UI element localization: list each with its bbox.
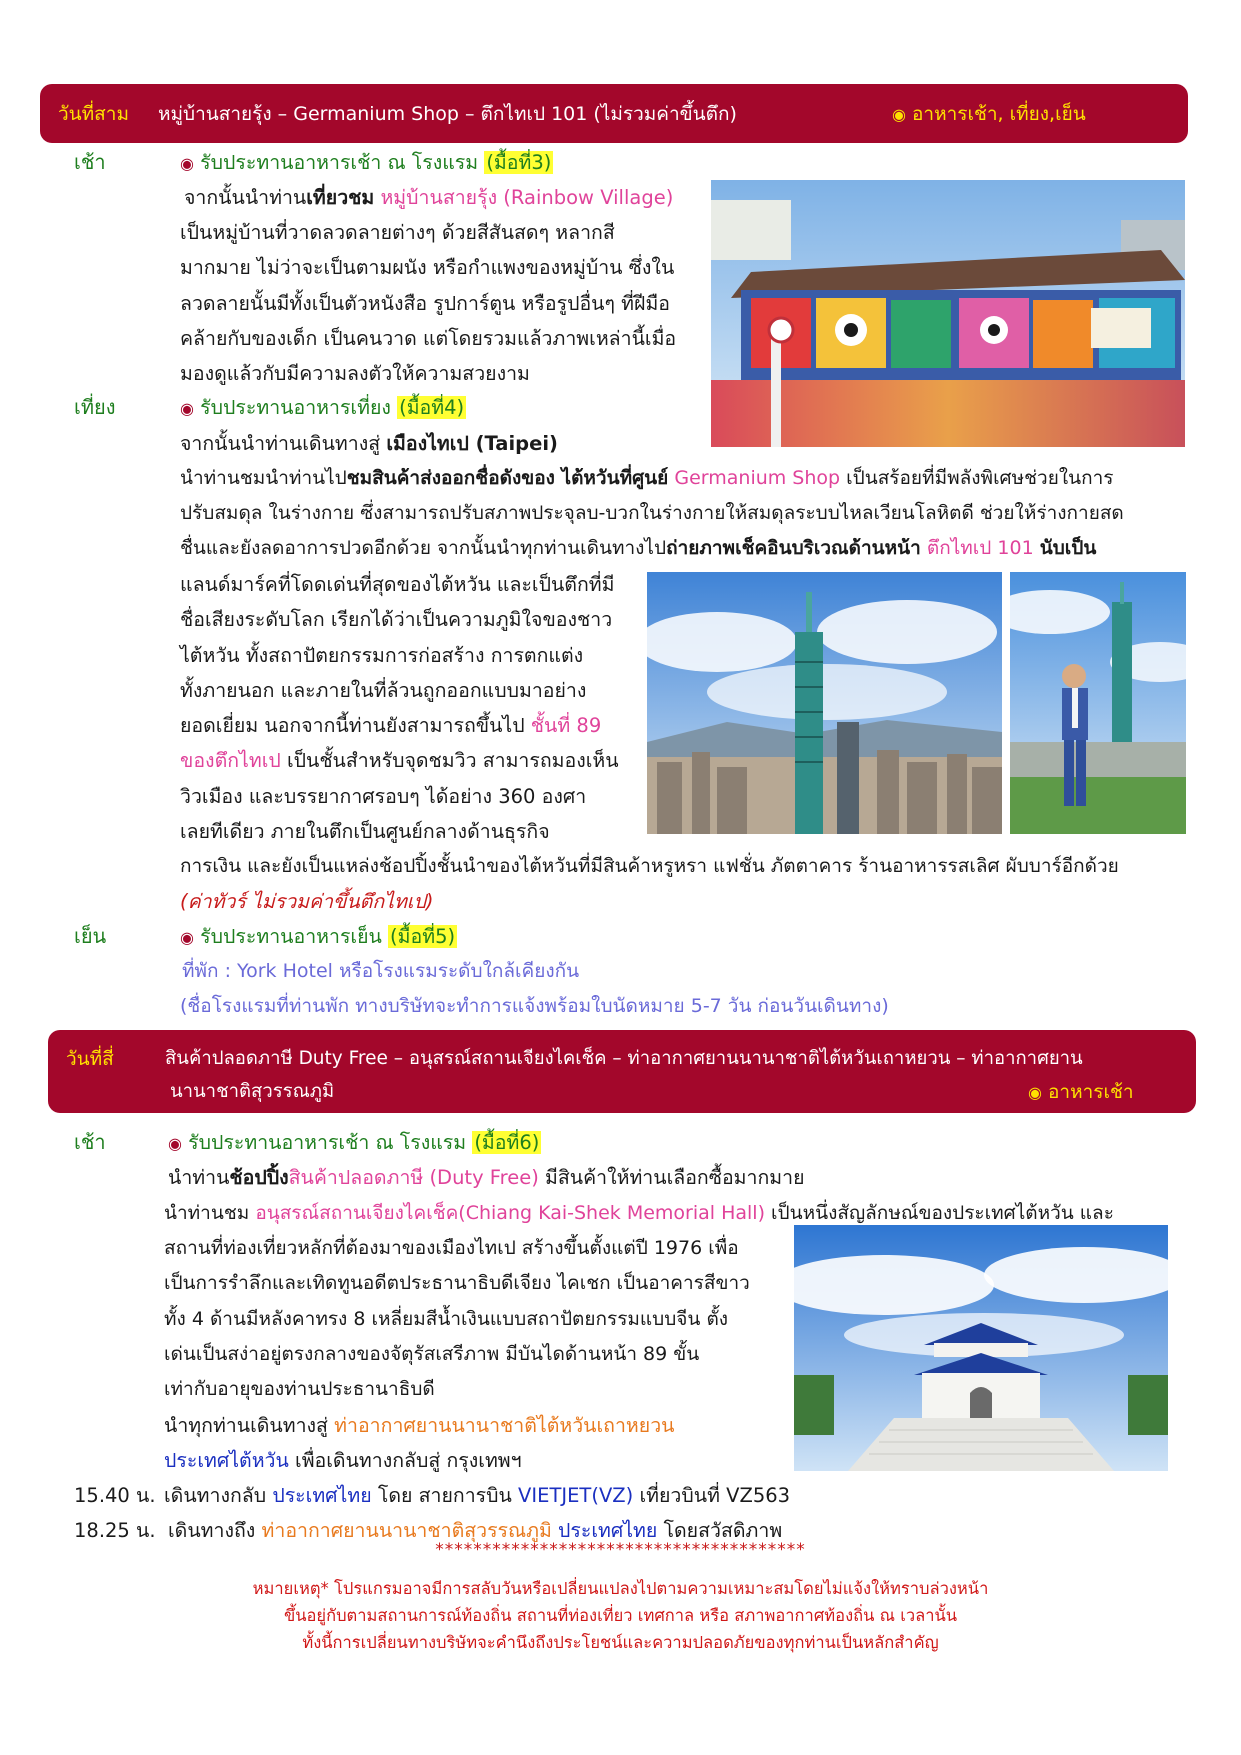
para-line: เป็นการรำลึกและเทิดทูนอดีตประธานาธิบดีเจียง ไคเชก เป็นอาคารสีขาว <box>164 1272 750 1295</box>
text-fragment: เพื่อเดินทางกลับสู่ กรุงเทพฯ <box>295 1449 522 1472</box>
text-fragment: จากนั้นนำท่าน <box>184 186 307 209</box>
para-line: ชื่อเสียงระดับโลก เรียกได้ว่าเป็นความภูมิใจของชาว <box>180 608 613 632</box>
taipei101-skyline-photo <box>647 572 1002 834</box>
taiwan-name: ประเทศไต้หวัน <box>164 1449 289 1472</box>
text-fragment: นำท่านชม <box>164 1202 250 1224</box>
day3-travel-taipei <box>180 426 558 461</box>
text-fragment: เดินทางกลับ <box>164 1484 267 1507</box>
fork-knife-icon: ◉ <box>180 154 194 173</box>
para-line: มองดูแล้วกับมีความลงตัวให้ความสวยงาม <box>180 362 530 386</box>
fork-knife-icon: ◉ <box>892 105 906 124</box>
flight-arrive-time: 18.25 น. <box>74 1519 156 1542</box>
duty-free-name: สินค้าปลอดภาษี (Duty Free) <box>288 1166 539 1189</box>
para-line: คล้ายกับของเด็ก เป็นคนวาด แต่โดยรวมแล้วภาพเหล่านี้เมื่อ <box>180 326 677 350</box>
day3-lunch-no: (มื้อที่4) <box>399 396 465 419</box>
text-fragment: นำท่านชมนำท่านไป <box>180 467 347 489</box>
para-line: วิวเมือง และบรรยากาศรอบๆ ได้อย่าง 360 องศา <box>180 784 587 808</box>
day3-germanium-line3 <box>180 531 1096 566</box>
fork-knife-icon: ◉ <box>180 399 194 418</box>
remark-line-2: ขึ้นอยู่กับตามสถานการณ์ท้องถิ่น สถานที่ท่องเที่ยว เทศกาล หรือ สภาพอากาศท้องถิ่น ณ เวลานั้น <box>283 1606 958 1625</box>
text-fragment: นำท่าน <box>168 1166 230 1189</box>
fork-knife-icon: ◉ <box>1028 1083 1042 1102</box>
day3-dinner-no: (มื้อที่5) <box>390 925 456 948</box>
text-fragment: เป็นสร้อยที่มีพลังพิเศษช่วยในการ <box>846 467 1114 489</box>
day3-morning-slot: เช้า <box>74 150 106 174</box>
para-line: ทั้ง 4 ด้านมีหลังคาทรง 8 เหลี่ยมสีน้ำเงินแบบสถาปัตยกรรมแบบจีน ตั้ง <box>164 1307 729 1330</box>
fork-knife-icon: ◉ <box>168 1134 182 1153</box>
day3-day-label: วันที่สาม <box>58 103 129 125</box>
airline-name: VIETJET(VZ) <box>518 1484 634 1507</box>
text-fragment: นำทุกท่านเดินทางสู่ <box>164 1414 328 1437</box>
text-fragment: ชมสินค้าส่งออกชื่อดังของ ไต้หวันที่ศูนย์ <box>346 467 669 489</box>
rainbow-village-photo <box>711 180 1185 447</box>
day4-title-2: นานาชาติสุวรรณภูมิ <box>170 1081 335 1102</box>
thailand-name: ประเทศไทย <box>558 1519 658 1542</box>
day3-breakfast-no: (มื้อที่3) <box>486 151 552 174</box>
flight-number: เที่ยวบินที่ VZ563 <box>639 1484 791 1507</box>
day4-airport-line <box>164 1408 674 1443</box>
day4-dutyfree-line <box>168 1160 805 1195</box>
para-line: มากมาย ไม่ว่าจะเป็นตามผนัง หรือกำแพงของหมู่บ้าน ซึ่งใน <box>180 256 675 280</box>
day3-taipei101-para <box>180 567 635 849</box>
day3-hotel: ที่พัก : York Hotel หรือโรงแรมระดับใกล้เคียงกัน <box>182 960 580 982</box>
remark-line-3: ทั้งนี้การเปลี่ยนทางบริษัทจะคำนึงถึงประโยชน์และความปลอดภัยของทุกท่านเป็นหลักสำคัญ <box>302 1633 939 1652</box>
para-line: ทั้งภายนอก และภายในที่ล้วนถูกออกแบบมาอย่าง <box>180 678 587 702</box>
fork-knife-icon: ◉ <box>180 928 194 947</box>
day3-noon-slot: เที่ยง <box>74 395 116 419</box>
text-fragment: ยอดเยี่ยม นอกจากนี้ท่านยังสามารถขึ้นไป <box>180 714 525 738</box>
para-line: เด่นเป็นสง่าอยู่ตรงกลางของจัตุรัสเสรีภาพ มีบันไดด้านหน้า 89 ขั้น <box>164 1342 700 1365</box>
para-line: เลยทีเดียว ภายในตึกเป็นศูนย์กลางด้านธุรกิจ <box>180 820 550 844</box>
chiang-kai-shek-memorial-photo <box>794 1225 1168 1471</box>
day3-dinner-text: รับประทานอาหารเย็น <box>200 925 382 948</box>
day3-title: หมู่บ้านสายรุ้ง – Germanium Shop – ตึกไทเป 101 (ไม่รวมค่าขึ้นตึก) <box>158 103 737 125</box>
text-fragment: โดย สายการบิน <box>377 1484 512 1507</box>
day3-breakfast-text: รับประทานอาหารเช้า ณ โรงแรม <box>200 151 479 174</box>
para-line: เท่ากับอายุของท่านประธานาธิบดี <box>164 1378 435 1401</box>
day4-day-label: วันที่สี่ <box>66 1048 114 1070</box>
separator-stars: *************************************** <box>435 1540 806 1560</box>
text-fragment: นับเป็น <box>1039 537 1097 559</box>
para-line: ลวดลายนั้นมีทั้งเป็นตัวหนังสือ รูปการ์ตูน หรือรูปอื่นๆ ที่ฝีมือ <box>180 291 671 315</box>
taipei101-name: ตึกไทเป 101 <box>926 537 1034 559</box>
day3-rainbow-intro <box>184 180 673 215</box>
taipei101-floor: ของตึกไทเป <box>180 749 281 773</box>
remark-line-1: หมายเหตุ* โปรแกรมอาจมีการสลับวันหรือเปลี่ยนแปลงไปตามความเหมาะสมโดยไม่แจ้งให้ทราบล่วงหน้า <box>252 1579 989 1598</box>
text-fragment: เป็นหนึ่งสัญลักษณ์ของประเทศไต้หวัน และ <box>771 1202 1114 1224</box>
flight-depart-line <box>164 1478 790 1513</box>
text-fragment: จากนั้นนำท่านเดินทางสู่ <box>180 432 381 455</box>
para-line <box>180 708 635 743</box>
floor-89: ชั้นที่ 89 <box>530 714 602 738</box>
day3-evening-slot: เย็น <box>74 924 107 948</box>
day4-breakfast-no: (มื้อที่6) <box>474 1131 540 1154</box>
day4-morning-slot: เช้า <box>74 1130 106 1154</box>
text-fragment: ช้อปปิ้ง <box>229 1166 289 1189</box>
day3-lunch-line <box>180 390 466 426</box>
day3-germanium-line1 <box>180 461 1113 496</box>
day3-rainbow-para <box>180 215 700 391</box>
taipei-name: เมืองไทเป (Taipei) <box>386 432 558 455</box>
day3-taipei101-line9: การเงิน และยังเป็นแหล่งช้อปปิ้งชั้นนำของไต้หวันที่มีสินค้าหรูหรา แฟชั่น ภัตตาคาร ร้านอาหารรสเลิศ ผับบาร์อีกด้วย <box>180 855 1119 877</box>
text-fragment: มีสินค้าให้ท่านเลือกซื้อมากมาย <box>545 1166 805 1189</box>
text-fragment: ถ่ายภาพเช็คอินบริเวณด้านหน้า <box>666 537 921 559</box>
day4-meals-text: อาหารเช้า <box>1048 1081 1134 1103</box>
day4-breakfast-line <box>168 1125 541 1161</box>
text-fragment: ชื่นและยังลดอาการปวดอีกด้วย จากนั้นนำทุกท่านเดินทางไป <box>180 537 667 559</box>
day3-breakfast-line <box>180 145 553 181</box>
para-line: ไต้หวัน ทั้งสถาปัตยกรรมการก่อสร้าง การตกแต่ง <box>180 643 584 667</box>
day3-dinner-line <box>180 919 457 955</box>
para-line: สถานที่ท่องเที่ยวหลักที่ต้องมาของเมืองไทเป สร้างขึ้นตั้งแต่ปี 1976 เพื่อ <box>164 1237 739 1259</box>
day3-hotel-note: (ชื่อโรงแรมที่ท่านพัก ทางบริษัทจะทำการแจ้งพร้อมใบนัดหมาย 5-7 วัน ก่อนวันเดินทาง) <box>180 995 889 1017</box>
day3-banner <box>40 84 1188 143</box>
day3-fee-note: (ค่าทัวร์ ไม่รวมค่าขึ้นตึกไทเป) <box>180 890 434 913</box>
day3-meals-text: อาหารเช้า, เที่ยง,เย็น <box>912 103 1086 125</box>
day4-memorial-para <box>164 1231 794 1407</box>
day4-breakfast-text: รับประทานอาหารเช้า ณ โรงแรม <box>188 1131 467 1154</box>
para-line <box>180 743 635 778</box>
text-fragment: เป็นชั้นสำหรับจุดชมวิว สามารถมองเห็น <box>286 749 619 773</box>
day3-lunch-text: รับประทานอาหารเที่ยง <box>200 396 391 419</box>
para-line: เป็นหมู่บ้านที่วาดลวดลายต่างๆ ด้วยสีสันสดๆ หลากสี <box>180 221 615 244</box>
thailand-name: ประเทศไทย <box>272 1484 372 1507</box>
day4-banner <box>48 1030 1196 1113</box>
suvarnabhumi-name: ท่าอากาศยานนานาชาติสุวรรณภูมิ <box>261 1519 552 1542</box>
rainbow-village-name: หมู่บ้านสายรุ้ง (Rainbow Village) <box>380 186 674 209</box>
day4-return-line <box>164 1443 522 1478</box>
day3-meals <box>892 99 1086 129</box>
day4-meals <box>1028 1077 1134 1107</box>
taipei101-traveler-photo <box>1010 572 1186 834</box>
text-fragment: เที่ยวชม <box>306 186 375 209</box>
taoyuan-airport-name: ท่าอากาศยานนานาชาติไต้หวันเถาหยวน <box>334 1414 675 1437</box>
day3-germanium-line2: ปรับสมดุล ในร่างกาย ซึ่งสามารถปรับสภาพประจุลบ-บวกในร่างกายให้สมดุลระบบไหลเวียนโลหิตดี ช่วยให้ร่างกายสด <box>180 502 1124 524</box>
para-line: แลนด์มาร์คที่โดดเด่นที่สุดของไต้หวัน และเป็นตึกที่มี <box>180 573 615 596</box>
memorial-name: อนุสรณ์สถานเจียงไคเช็ค(Chiang Kai-Shek Memorial Hall) <box>255 1202 765 1224</box>
text-fragment: เดินทางถึง <box>168 1519 256 1542</box>
day4-title-1: สินค้าปลอดภาษี Duty Free – อนุสรณ์สถานเจียงไคเช็ค – ท่าอากาศยานนานาชาติไต้หวันเถาหยวน – ท่าอากาศยาน <box>165 1048 1083 1069</box>
text-fragment: โดยสวัสดิภาพ <box>663 1519 783 1542</box>
germanium-shop-name: Germanium Shop <box>674 467 841 489</box>
flight-depart-time: 15.40 น. <box>74 1484 156 1507</box>
